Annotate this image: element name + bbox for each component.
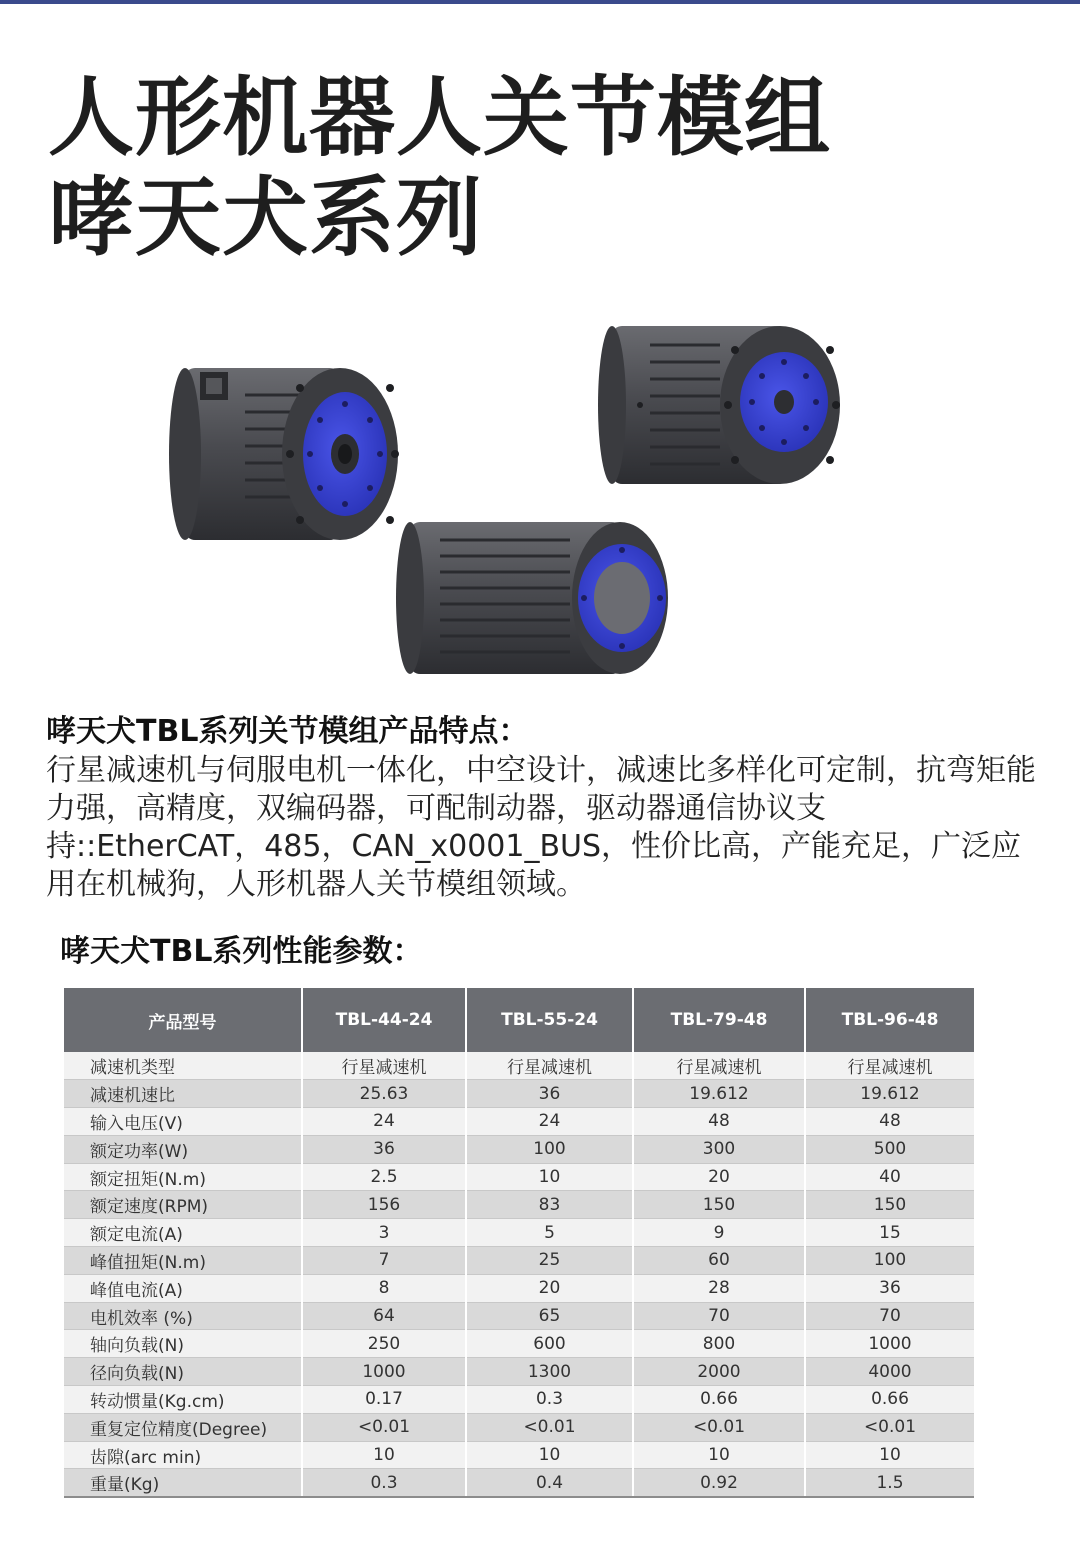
table-cell: 40 <box>805 1163 974 1191</box>
table-cell: 1.5 <box>805 1469 974 1497</box>
table-cell: 4000 <box>805 1358 974 1386</box>
table-cell: 2000 <box>633 1358 805 1386</box>
row-label: 减速机类型 <box>64 1052 302 1080</box>
table-cell: 36 <box>302 1135 466 1163</box>
table-cell: 0.4 <box>466 1469 633 1497</box>
row-label: 重复定位精度(Degree) <box>64 1413 302 1441</box>
table-cell: 65 <box>466 1302 633 1330</box>
table-cell: 300 <box>633 1135 805 1163</box>
table-cell: 10 <box>633 1441 805 1469</box>
table-cell: <0.01 <box>466 1413 633 1441</box>
table-cell: 150 <box>633 1191 805 1219</box>
page-title-line-2: 哮天犬系列 <box>48 168 483 268</box>
table-row <box>64 1108 974 1136</box>
table-cell: 36 <box>466 1080 633 1108</box>
table-cell: 20 <box>633 1163 805 1191</box>
top-accent-rule <box>0 0 1080 4</box>
table-cell: 24 <box>466 1108 633 1136</box>
row-label: 齿隙(arc min) <box>64 1441 302 1469</box>
table-cell: 48 <box>633 1108 805 1136</box>
table-cell: 8 <box>302 1274 466 1302</box>
header-model-tbl-55-24: TBL-55-24 <box>466 988 633 1052</box>
table-cell: 10 <box>805 1441 974 1469</box>
spec-table-header-row <box>64 988 974 1052</box>
row-label: 额定扭矩(N.m) <box>64 1163 302 1191</box>
table-row <box>64 1386 974 1414</box>
table-cell: 10 <box>302 1441 466 1469</box>
table-row <box>64 1135 974 1163</box>
table-cell: 70 <box>633 1302 805 1330</box>
table-cell: 48 <box>805 1108 974 1136</box>
joint-module-render-3 <box>396 522 668 674</box>
table-cell: 0.3 <box>466 1386 633 1414</box>
features-description: 行星减速机与伺服电机一体化，中空设计，减速比多样化可定制，抗弯矩能力强，高精度，双编码器，可配制动器，驱动器通信协议支持::EtherCAT，485，CAN_x0001_BUS，性价比高，产能充足，广泛应用在机械狗，人形机器人关节模组领域。 <box>46 753 1036 902</box>
table-cell: <0.01 <box>633 1413 805 1441</box>
table-row <box>64 1441 974 1469</box>
table-cell: 28 <box>633 1274 805 1302</box>
table-cell: 9 <box>633 1219 805 1247</box>
header-model-tbl-44-24: TBL-44-24 <box>302 988 466 1052</box>
page-title-line-1: 人形机器人关节模组 <box>48 68 831 168</box>
table-cell: 15 <box>805 1219 974 1247</box>
header-model-tbl-79-48: TBL-79-48 <box>633 988 805 1052</box>
table-cell: 500 <box>805 1135 974 1163</box>
table-cell: 2.5 <box>302 1163 466 1191</box>
table-cell: 250 <box>302 1330 466 1358</box>
table-row <box>64 1413 974 1441</box>
row-label: 额定功率(W) <box>64 1135 302 1163</box>
table-cell: 800 <box>633 1330 805 1358</box>
table-cell: 83 <box>466 1191 633 1219</box>
table-cell: <0.01 <box>302 1413 466 1441</box>
joint-module-render-2 <box>598 326 840 484</box>
table-cell: 25.63 <box>302 1080 466 1108</box>
joint-module-render-1 <box>169 368 399 540</box>
table-cell: 10 <box>466 1441 633 1469</box>
table-cell: 0.92 <box>633 1469 805 1497</box>
table-cell: 0.3 <box>302 1469 466 1497</box>
row-label: 轴向负载(N) <box>64 1330 302 1358</box>
table-cell: 24 <box>302 1108 466 1136</box>
table-cell: 25 <box>466 1247 633 1275</box>
row-label: 额定速度(RPM) <box>64 1191 302 1219</box>
table-cell: 600 <box>466 1330 633 1358</box>
header-model-tbl-96-48: TBL-96-48 <box>805 988 974 1052</box>
row-label: 径向负载(N) <box>64 1358 302 1386</box>
table-cell: 行星减速机 <box>633 1052 805 1080</box>
table-cell: 行星减速机 <box>302 1052 466 1080</box>
spec-table-body <box>64 1052 974 1497</box>
row-label: 额定电流(A) <box>64 1219 302 1247</box>
table-cell: 行星减速机 <box>466 1052 633 1080</box>
row-label: 峰值电流(A) <box>64 1274 302 1302</box>
table-row <box>64 1330 974 1358</box>
table-cell: 70 <box>805 1302 974 1330</box>
table-cell: 0.66 <box>805 1386 974 1414</box>
table-row <box>64 1052 974 1080</box>
row-label: 减速机速比 <box>64 1080 302 1108</box>
table-cell: 10 <box>466 1163 633 1191</box>
row-label: 电机效率 (%) <box>64 1302 302 1330</box>
row-label: 峰值扭矩(N.m) <box>64 1247 302 1275</box>
table-row <box>64 1163 974 1191</box>
table-cell: 行星减速机 <box>805 1052 974 1080</box>
table-cell: 5 <box>466 1219 633 1247</box>
table-row <box>64 1219 974 1247</box>
row-label: 转动惯量(Kg.cm) <box>64 1386 302 1414</box>
table-cell: 1300 <box>466 1358 633 1386</box>
row-label: 重量(Kg) <box>64 1469 302 1497</box>
table-cell: 1000 <box>805 1330 974 1358</box>
table-row <box>64 1274 974 1302</box>
table-cell: 100 <box>466 1135 633 1163</box>
table-cell: 64 <box>302 1302 466 1330</box>
table-cell: 1000 <box>302 1358 466 1386</box>
params-heading: 哮天犬TBL系列性能参数： <box>60 934 423 969</box>
table-cell: <0.01 <box>805 1413 974 1441</box>
table-row <box>64 1469 974 1497</box>
table-cell: 3 <box>302 1219 466 1247</box>
table-cell: 60 <box>633 1247 805 1275</box>
table-cell: 150 <box>805 1191 974 1219</box>
table-cell: 100 <box>805 1247 974 1275</box>
spec-table <box>64 988 974 1498</box>
joint-module-renders <box>0 300 1080 700</box>
header-model-label: 产品型号 <box>64 988 302 1052</box>
table-cell: 20 <box>466 1274 633 1302</box>
table-row <box>64 1080 974 1108</box>
row-label: 输入电压(V) <box>64 1108 302 1136</box>
table-cell: 0.17 <box>302 1386 466 1414</box>
table-cell: 156 <box>302 1191 466 1219</box>
table-cell: 0.66 <box>633 1386 805 1414</box>
features-heading: 哮天犬TBL系列关节模组产品特点： <box>46 714 529 749</box>
table-cell: 19.612 <box>633 1080 805 1108</box>
table-cell: 7 <box>302 1247 466 1275</box>
table-row <box>64 1247 974 1275</box>
table-cell: 19.612 <box>805 1080 974 1108</box>
table-row <box>64 1191 974 1219</box>
table-row <box>64 1302 974 1330</box>
table-cell: 36 <box>805 1274 974 1302</box>
product-images <box>0 300 1080 700</box>
table-row <box>64 1358 974 1386</box>
